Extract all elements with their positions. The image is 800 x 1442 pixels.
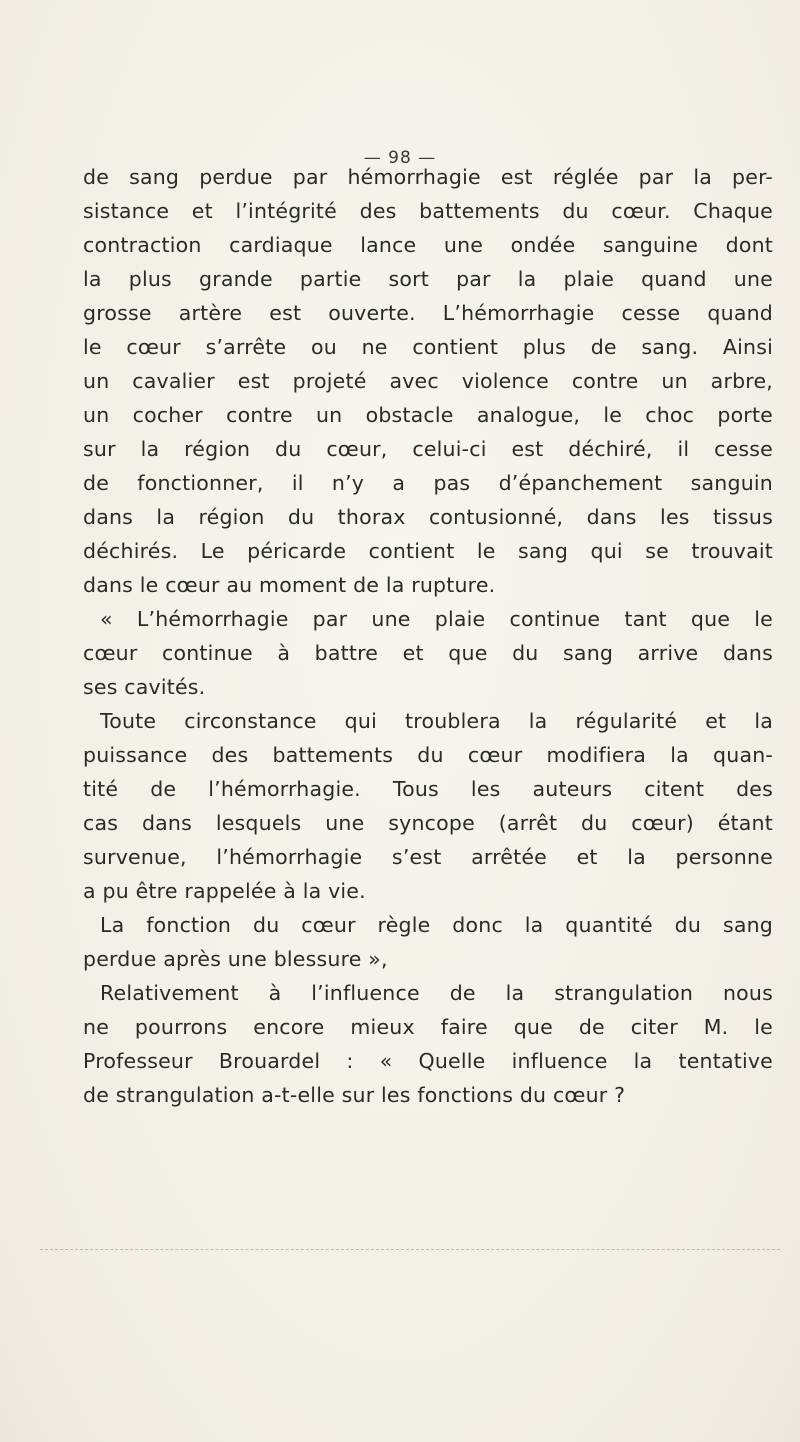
text-line: perdue après une blessure », bbox=[83, 947, 388, 971]
text-line: La fonction du cœur règle donc la quantité du sang bbox=[100, 913, 773, 937]
text-line: le cœur s’arrête ou ne contient plus de sang. Ainsi bbox=[83, 335, 773, 359]
text-line: cœur continue à battre et que du sang arrive dans bbox=[83, 641, 773, 665]
text-line: ses cavités. bbox=[83, 675, 206, 699]
text-line: grosse artère est ouverte. L’hémorrhagie cesse quand bbox=[83, 301, 773, 325]
text-line: Relativement à l’influence de la strangulation nous bbox=[100, 981, 773, 1005]
text-line: Professeur Brouardel : « Quelle influence la tentative bbox=[83, 1049, 773, 1073]
text-line: cas dans lesquels une syncope (arrêt du cœur) étant bbox=[83, 811, 773, 835]
bottom-rule bbox=[40, 1249, 780, 1250]
text-line: tité de l’hémorrhagie. Tous les auteurs citent des bbox=[83, 777, 773, 801]
text-line: a pu être rappelée à la vie. bbox=[83, 879, 366, 903]
text-line: « L’hémorrhagie par une plaie continue tant que le bbox=[100, 607, 773, 631]
text-line: de fonctionner, il n’y a pas d’épanchement sanguin bbox=[83, 471, 773, 495]
text-line: un cavalier est projeté avec violence contre un arbre, bbox=[83, 369, 773, 393]
text-line: un cocher contre un obstacle analogue, le choc porte bbox=[83, 403, 773, 427]
text-line: Toute circonstance qui troublera la régularité et la bbox=[100, 709, 773, 733]
text-line: sur la région du cœur, celui-ci est déchiré, il cesse bbox=[83, 437, 773, 461]
page-number: — 98 — bbox=[363, 148, 437, 168]
text-line: la plus grande partie sort par la plaie quand une bbox=[83, 267, 773, 291]
text-line: ne pourrons encore mieux faire que de citer M. le bbox=[83, 1015, 773, 1039]
text-line: puissance des battements du cœur modifiera la quan- bbox=[83, 743, 773, 767]
text-line: dans le cœur au moment de la rupture. bbox=[83, 573, 496, 597]
text-line: sistance et l’intégrité des battements du cœur. Chaque bbox=[83, 199, 773, 223]
text-line: de strangulation a-t-elle sur les fonctions du cœur ? bbox=[83, 1083, 626, 1107]
text-line: dans la région du thorax contusionné, dans les tissus bbox=[83, 505, 773, 529]
text-line: de sang perdue par hémorrhagie est réglée par la per- bbox=[83, 165, 773, 189]
text-line: déchirés. Le péricarde contient le sang qui se trouvait bbox=[83, 539, 773, 563]
text-line: survenue, l’hémorrhagie s’est arrêtée et la personne bbox=[83, 845, 773, 869]
text-line: contraction cardiaque lance une ondée sanguine dont bbox=[83, 233, 773, 257]
